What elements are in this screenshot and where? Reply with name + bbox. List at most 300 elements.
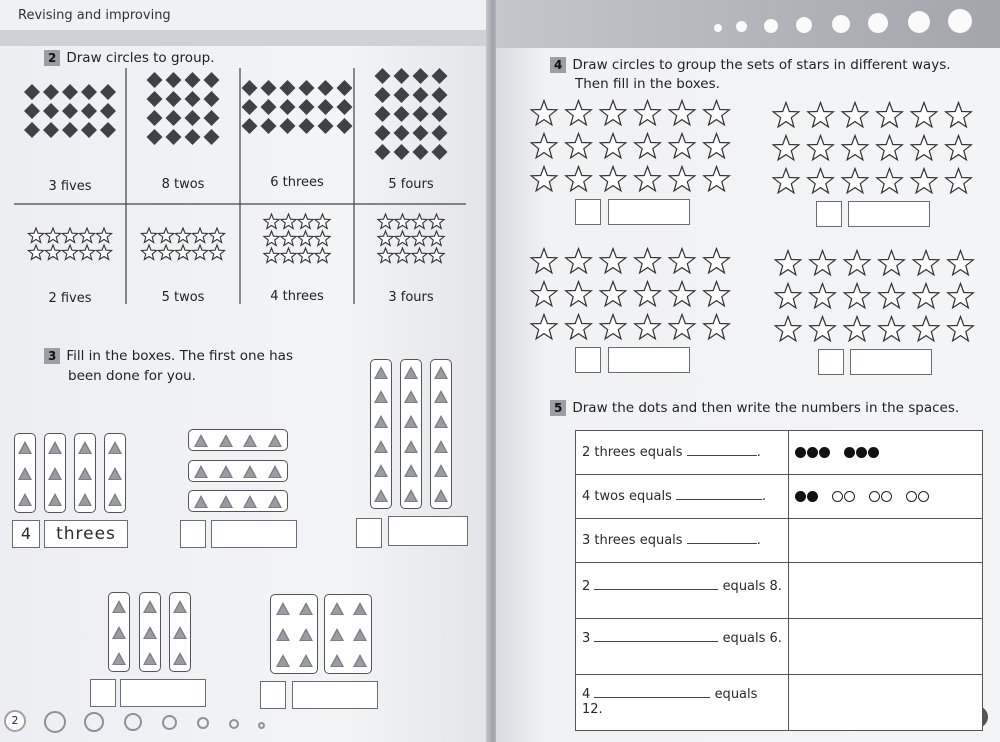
question-3-number: 3 — [44, 348, 60, 364]
triangle-shape — [374, 464, 388, 477]
star-shape — [315, 248, 330, 263]
triangle-shape — [173, 600, 187, 613]
triangle-shape — [330, 654, 344, 667]
star-shape — [808, 136, 834, 160]
diamond-shape — [432, 68, 448, 84]
diamond-shape — [24, 103, 40, 119]
star-shape — [911, 136, 937, 160]
answer-count-box[interactable] — [260, 681, 286, 709]
triangle-shape — [112, 652, 126, 665]
table-row: 4 equals 12. — [576, 675, 983, 731]
triangle-strip — [14, 433, 36, 513]
star-shape — [566, 249, 592, 273]
answer-blank[interactable] — [594, 641, 718, 642]
diamond-shape — [280, 99, 296, 115]
triangle-strip — [324, 594, 372, 674]
star-shape — [566, 134, 592, 158]
diamond-shape — [375, 106, 391, 122]
decorative-dot — [44, 711, 66, 733]
star-shape — [669, 167, 695, 191]
star-shape — [62, 228, 77, 243]
triangle-shape — [434, 366, 448, 379]
table-row: 3 threes equals . — [576, 519, 983, 563]
diamond-shape — [147, 72, 163, 88]
star-shape — [531, 249, 557, 273]
diamond-shape — [166, 129, 182, 145]
diamond-shape — [43, 84, 59, 100]
triangle-shape — [194, 495, 208, 508]
star-shape — [704, 134, 730, 158]
star-shape — [298, 214, 313, 229]
table-row: 4 twos equals . — [576, 475, 983, 519]
triangle-shape — [18, 441, 32, 454]
diamond-shape — [432, 125, 448, 141]
diamond-shape — [100, 103, 116, 119]
star-shape — [600, 134, 626, 158]
triangle-shape — [404, 390, 418, 403]
question-4-text-line2: Then fill in the boxes. — [575, 76, 720, 92]
answer-blank[interactable] — [687, 543, 757, 544]
star-shape — [566, 167, 592, 191]
star-shape — [913, 317, 939, 341]
triangle-shape — [18, 493, 32, 506]
star-shape — [877, 103, 903, 127]
star-shape — [704, 249, 730, 273]
diamond-shape — [413, 106, 429, 122]
triangle-shape — [434, 489, 448, 502]
diamond-shape — [24, 84, 40, 100]
answer-word-box[interactable] — [292, 681, 378, 709]
star-shape — [192, 245, 207, 260]
star-shape — [45, 228, 60, 243]
question-5-text: Draw the dots and then write the numbers in the spaces. — [572, 400, 960, 416]
star-shape — [412, 231, 427, 246]
answer-blank[interactable] — [687, 455, 757, 456]
diamond-shape — [204, 72, 220, 88]
dots-cell[interactable] — [789, 431, 983, 475]
star-shape — [531, 315, 557, 339]
star-shape — [264, 214, 279, 229]
star-shape — [877, 136, 903, 160]
star-shape — [566, 282, 592, 306]
star-shape — [948, 251, 974, 275]
q4-answer-word-box[interactable] — [848, 201, 930, 227]
decorative-dot — [197, 717, 209, 729]
star-shape — [600, 282, 626, 306]
star-shape — [810, 317, 836, 341]
star-shape — [669, 134, 695, 158]
diamond-shape — [81, 84, 97, 100]
star-shape — [775, 317, 801, 341]
triangle-shape — [18, 467, 32, 480]
diamond-shape — [413, 144, 429, 160]
star-shape — [79, 228, 94, 243]
diamond-shape — [204, 129, 220, 145]
star-shape — [281, 248, 296, 263]
triangle-strip — [44, 433, 66, 513]
table-row: 2 equals 8. — [576, 563, 983, 619]
diamond-shape — [261, 99, 277, 115]
star-shape — [566, 101, 592, 125]
q4-answer-word-box[interactable] — [608, 347, 690, 373]
triangle-strip — [108, 592, 130, 672]
diamond-shape — [337, 80, 353, 96]
answer-blank[interactable] — [676, 499, 762, 500]
diamond-shape — [394, 106, 410, 122]
diamond-shape — [413, 125, 429, 141]
star-shape — [911, 103, 937, 127]
diamond-shape — [204, 91, 220, 107]
triangle-shape — [434, 440, 448, 453]
star-shape — [635, 134, 661, 158]
star-shape — [635, 249, 661, 273]
decorative-dot — [258, 722, 265, 729]
triangle-shape — [48, 441, 62, 454]
star-shape — [704, 282, 730, 306]
question-5-table — [575, 430, 983, 731]
star-shape — [911, 169, 937, 193]
star-shape — [946, 103, 972, 127]
dots-cell[interactable] — [789, 675, 983, 731]
answer-word-box[interactable] — [211, 520, 297, 548]
triangle-shape — [434, 390, 448, 403]
diamond-shape — [166, 91, 182, 107]
diamond-shape — [375, 125, 391, 141]
star-shape — [192, 228, 207, 243]
row-text: 3 threes equals — [582, 533, 683, 548]
star-shape — [844, 251, 870, 275]
star-shape — [775, 251, 801, 275]
triangle-shape — [353, 628, 367, 641]
question-5-number: 5 — [550, 400, 566, 416]
triangle-shape — [48, 467, 62, 480]
triangle-shape — [330, 628, 344, 641]
star-shape — [96, 228, 111, 243]
question-2-instruction — [44, 50, 214, 66]
q2-cell-label: 5 twos — [161, 290, 205, 305]
diamond-shape — [43, 122, 59, 138]
triangle-shape — [194, 465, 208, 478]
triangle-shape — [404, 464, 418, 477]
triangle-strip — [400, 359, 422, 509]
triangle-strip — [370, 359, 392, 509]
triangle-shape — [299, 654, 313, 667]
triangle-shape — [434, 464, 448, 477]
question-4-text-line1: Draw circles to group the sets of stars in different ways. — [572, 57, 951, 73]
triangle-shape — [276, 602, 290, 615]
star-shape — [810, 251, 836, 275]
star-shape — [946, 136, 972, 160]
diamond-shape — [166, 110, 182, 126]
triangle-shape — [268, 434, 282, 447]
star-shape — [669, 282, 695, 306]
triangle-shape — [374, 366, 388, 379]
star-shape — [948, 284, 974, 308]
running-title: Revising and improving — [18, 8, 171, 23]
diamond-shape — [375, 144, 391, 160]
star-shape — [531, 282, 557, 306]
left-header-strip — [0, 30, 492, 46]
triangle-shape — [143, 626, 157, 639]
q2-cell-label: 3 fives — [48, 179, 92, 194]
triangle-shape — [194, 434, 208, 447]
table-row: 2 threes equals . — [576, 431, 983, 475]
star-shape — [913, 251, 939, 275]
diamond-shape — [185, 72, 201, 88]
star-shape — [704, 315, 730, 339]
star-shape — [635, 167, 661, 191]
triangle-shape — [330, 602, 344, 615]
triangle-shape — [78, 493, 92, 506]
triangle-shape — [404, 489, 418, 502]
triangle-shape — [374, 390, 388, 403]
star-shape — [28, 245, 43, 260]
star-shape — [395, 214, 410, 229]
triangle-shape — [374, 415, 388, 428]
triangle-shape — [299, 628, 313, 641]
star-shape — [264, 248, 279, 263]
diamond-shape — [242, 118, 258, 134]
triangle-shape — [48, 493, 62, 506]
answer-count-box[interactable] — [180, 520, 206, 548]
decorative-dot — [124, 713, 142, 731]
diamond-shape — [413, 68, 429, 84]
triangle-shape — [243, 434, 257, 447]
star-shape — [775, 284, 801, 308]
diamond-shape — [394, 68, 410, 84]
answer-blank[interactable] — [594, 697, 710, 698]
row-text: 2 threes equals — [582, 445, 683, 460]
star-shape — [704, 167, 730, 191]
triangle-shape — [276, 628, 290, 641]
triangle-shape — [243, 495, 257, 508]
star-shape — [429, 214, 444, 229]
star-shape — [842, 136, 868, 160]
star-shape — [209, 245, 224, 260]
triangle-strip — [139, 592, 161, 672]
star-shape — [28, 228, 43, 243]
star-shape — [773, 136, 799, 160]
star-shape — [45, 245, 60, 260]
triangle-shape — [374, 440, 388, 453]
triangle-shape — [112, 600, 126, 613]
star-shape — [600, 315, 626, 339]
question-3-instruction — [44, 346, 293, 386]
diamond-shape — [81, 122, 97, 138]
star-shape — [531, 134, 557, 158]
triangle-strip — [169, 592, 191, 672]
dots-cell[interactable] — [789, 475, 983, 519]
star-shape — [141, 245, 156, 260]
triangle-strip — [74, 433, 96, 513]
star-shape — [298, 231, 313, 246]
star-shape — [773, 169, 799, 193]
star-shape — [948, 317, 974, 341]
triangle-shape — [353, 602, 367, 615]
diamond-shape — [299, 99, 315, 115]
triangle-shape — [143, 600, 157, 613]
star-shape — [669, 249, 695, 273]
triangle-shape — [173, 626, 187, 639]
star-shape — [175, 228, 190, 243]
question-4-number: 4 — [550, 57, 566, 73]
triangle-shape — [219, 495, 233, 508]
diamond-shape — [81, 103, 97, 119]
star-shape — [264, 231, 279, 246]
q2-cell-label: 4 threes — [270, 289, 324, 304]
diamond-shape — [413, 87, 429, 103]
diamond-shape — [394, 87, 410, 103]
decorative-dot — [84, 712, 104, 732]
star-shape — [298, 248, 313, 263]
star-shape — [175, 245, 190, 260]
star-shape — [79, 245, 94, 260]
dots-cell[interactable] — [789, 563, 983, 619]
triangle-shape — [108, 493, 122, 506]
diamond-shape — [337, 118, 353, 134]
left-page — [0, 0, 492, 742]
triangle-shape — [299, 602, 313, 615]
dots-cell[interactable] — [789, 619, 983, 675]
star-shape — [844, 284, 870, 308]
star-shape — [842, 103, 868, 127]
triangle-shape — [374, 489, 388, 502]
triangle-shape — [219, 465, 233, 478]
triangle-strip — [270, 594, 318, 674]
answer-word-box[interactable] — [120, 679, 206, 707]
q4-answer-count-box[interactable] — [575, 199, 601, 225]
diamond-shape — [100, 122, 116, 138]
question-2-text: Draw circles to group. — [66, 50, 215, 66]
triangle-shape — [78, 467, 92, 480]
star-shape — [429, 231, 444, 246]
page-number-left: 2 — [4, 710, 26, 732]
diamond-shape — [280, 118, 296, 134]
diamond-shape — [261, 80, 277, 96]
diamond-shape — [318, 80, 334, 96]
diamond-shape — [185, 110, 201, 126]
triangle-strip — [104, 433, 126, 513]
diamond-shape — [147, 110, 163, 126]
answer-count-box[interactable] — [356, 518, 382, 548]
dots-cell[interactable] — [789, 519, 983, 563]
diamond-shape — [204, 110, 220, 126]
q4-answer-word-box[interactable] — [850, 349, 932, 375]
example-count-box[interactable]: 4 — [12, 520, 40, 548]
triangle-shape — [404, 440, 418, 453]
triangle-strip — [188, 460, 288, 482]
question-5-instruction — [550, 400, 959, 416]
triangle-shape — [243, 465, 257, 478]
diamond-shape — [299, 118, 315, 134]
star-shape — [635, 315, 661, 339]
diamond-shape — [299, 80, 315, 96]
star-shape — [96, 245, 111, 260]
question-2-number: 2 — [44, 50, 60, 66]
diamond-shape — [394, 125, 410, 141]
star-shape — [808, 103, 834, 127]
q4-answer-word-box[interactable] — [608, 199, 690, 225]
star-shape — [808, 169, 834, 193]
question-4-stars — [496, 0, 1000, 400]
table-row: 3 equals 6. — [576, 619, 983, 675]
q4-answer-count-box[interactable] — [816, 201, 842, 227]
star-shape — [315, 231, 330, 246]
star-shape — [842, 169, 868, 193]
diamond-shape — [375, 87, 391, 103]
diamond-shape — [62, 122, 78, 138]
triangle-shape — [434, 415, 448, 428]
diamond-shape — [147, 91, 163, 107]
star-shape — [158, 245, 173, 260]
star-shape — [704, 101, 730, 125]
answer-word-box[interactable] — [388, 516, 468, 546]
diamond-shape — [394, 144, 410, 160]
triangle-strip — [188, 429, 288, 451]
star-shape — [412, 248, 427, 263]
diamond-shape — [432, 87, 448, 103]
diamond-shape — [318, 118, 334, 134]
triangle-shape — [219, 434, 233, 447]
diamond-shape — [166, 72, 182, 88]
triangle-shape — [276, 654, 290, 667]
star-shape — [141, 228, 156, 243]
star-shape — [913, 284, 939, 308]
triangle-shape — [112, 626, 126, 639]
triangle-shape — [404, 366, 418, 379]
q4-answer-count-box[interactable] — [575, 347, 601, 373]
diamond-shape — [62, 103, 78, 119]
row-text: 4 twos equals — [582, 489, 672, 504]
diamond-shape — [432, 106, 448, 122]
diamond-shape — [185, 91, 201, 107]
star-shape — [635, 282, 661, 306]
triangle-shape — [268, 495, 282, 508]
answer-count-box[interactable] — [90, 679, 116, 707]
triangle-shape — [108, 441, 122, 454]
q2-cell-label: 3 fours — [388, 290, 434, 305]
q4-answer-count-box[interactable] — [818, 349, 844, 375]
star-shape — [531, 101, 557, 125]
answer-blank[interactable] — [594, 589, 718, 590]
star-shape — [669, 101, 695, 125]
diamond-shape — [337, 99, 353, 115]
example-word-box[interactable]: threes — [44, 520, 128, 548]
star-shape — [810, 284, 836, 308]
star-shape — [62, 245, 77, 260]
star-shape — [600, 167, 626, 191]
star-shape — [879, 317, 905, 341]
decorative-dot — [229, 719, 239, 729]
star-shape — [531, 167, 557, 191]
star-shape — [877, 169, 903, 193]
star-shape — [773, 103, 799, 127]
star-shape — [429, 248, 444, 263]
q2-cell-label: 6 threes — [270, 175, 324, 190]
star-shape — [209, 228, 224, 243]
diamond-shape — [62, 84, 78, 100]
diamond-shape — [375, 68, 391, 84]
star-shape — [669, 315, 695, 339]
star-shape — [844, 317, 870, 341]
star-shape — [281, 231, 296, 246]
triangle-shape — [404, 415, 418, 428]
q2-cell-label: 8 twos — [161, 177, 205, 192]
question-3-text-line2: been done for you. — [68, 368, 196, 384]
star-shape — [566, 315, 592, 339]
star-shape — [879, 284, 905, 308]
star-shape — [378, 214, 393, 229]
